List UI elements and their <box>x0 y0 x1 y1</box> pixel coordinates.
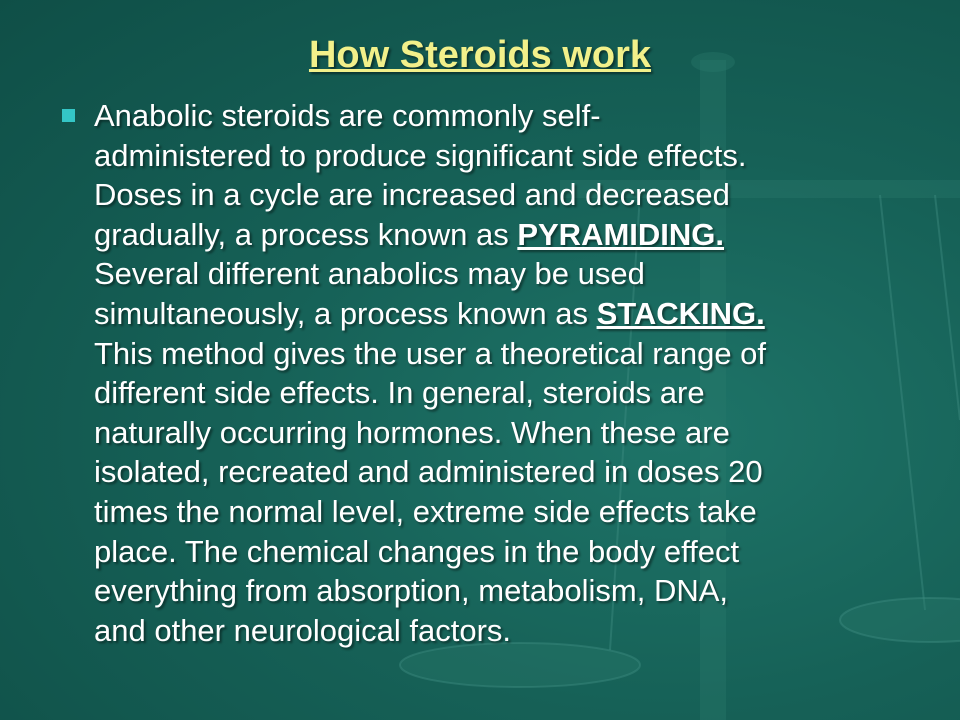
text-line <box>94 373 916 413</box>
text-line-content: and other neurological factors. <box>94 612 512 648</box>
text-line-content: everything from absorption, metabolism, DNA, <box>94 573 729 609</box>
text-line <box>94 96 916 136</box>
text-line <box>94 215 916 255</box>
slide-title: How Steroids work <box>308 34 652 76</box>
text-line <box>94 452 916 492</box>
slide-content <box>56 96 916 650</box>
text-line <box>94 571 916 611</box>
text-line <box>94 136 916 176</box>
text-line <box>94 492 916 532</box>
text-line <box>94 532 916 572</box>
key-term: STACKING. <box>596 295 765 331</box>
text-line-content: different side effects. In general, steroids are <box>94 375 705 411</box>
text-line <box>94 611 916 651</box>
square-bullet-icon <box>62 109 75 122</box>
text-line <box>94 294 916 334</box>
text-line-content: gradually, a process known as <box>94 216 518 252</box>
bullet-item <box>56 96 916 650</box>
key-term: PYRAMIDING. <box>517 216 725 252</box>
text-line-content: times the normal level, extreme side effects take <box>94 493 757 529</box>
text-line-content: Doses in a cycle are increased and decreased <box>94 177 730 213</box>
text-line-content: place. The chemical changes in the body effect <box>94 533 740 569</box>
text-line <box>94 254 916 294</box>
text-line-content: isolated, recreated and administered in doses 20 <box>94 454 763 490</box>
text-line <box>94 175 916 215</box>
bullet-text <box>94 96 916 650</box>
text-line <box>94 413 916 453</box>
text-line-content: simultaneously, a process known as <box>94 295 597 331</box>
text-line-content: This method gives the user a theoretical range of <box>94 335 767 371</box>
text-line <box>94 334 916 374</box>
text-line-content: Anabolic steroids are commonly self- <box>94 98 601 133</box>
text-line-content: Several different anabolics may be used <box>94 256 645 292</box>
text-line-content: naturally occurring hormones. When these are <box>94 414 730 450</box>
text-line-content: administered to produce significant side effects. <box>94 137 747 173</box>
